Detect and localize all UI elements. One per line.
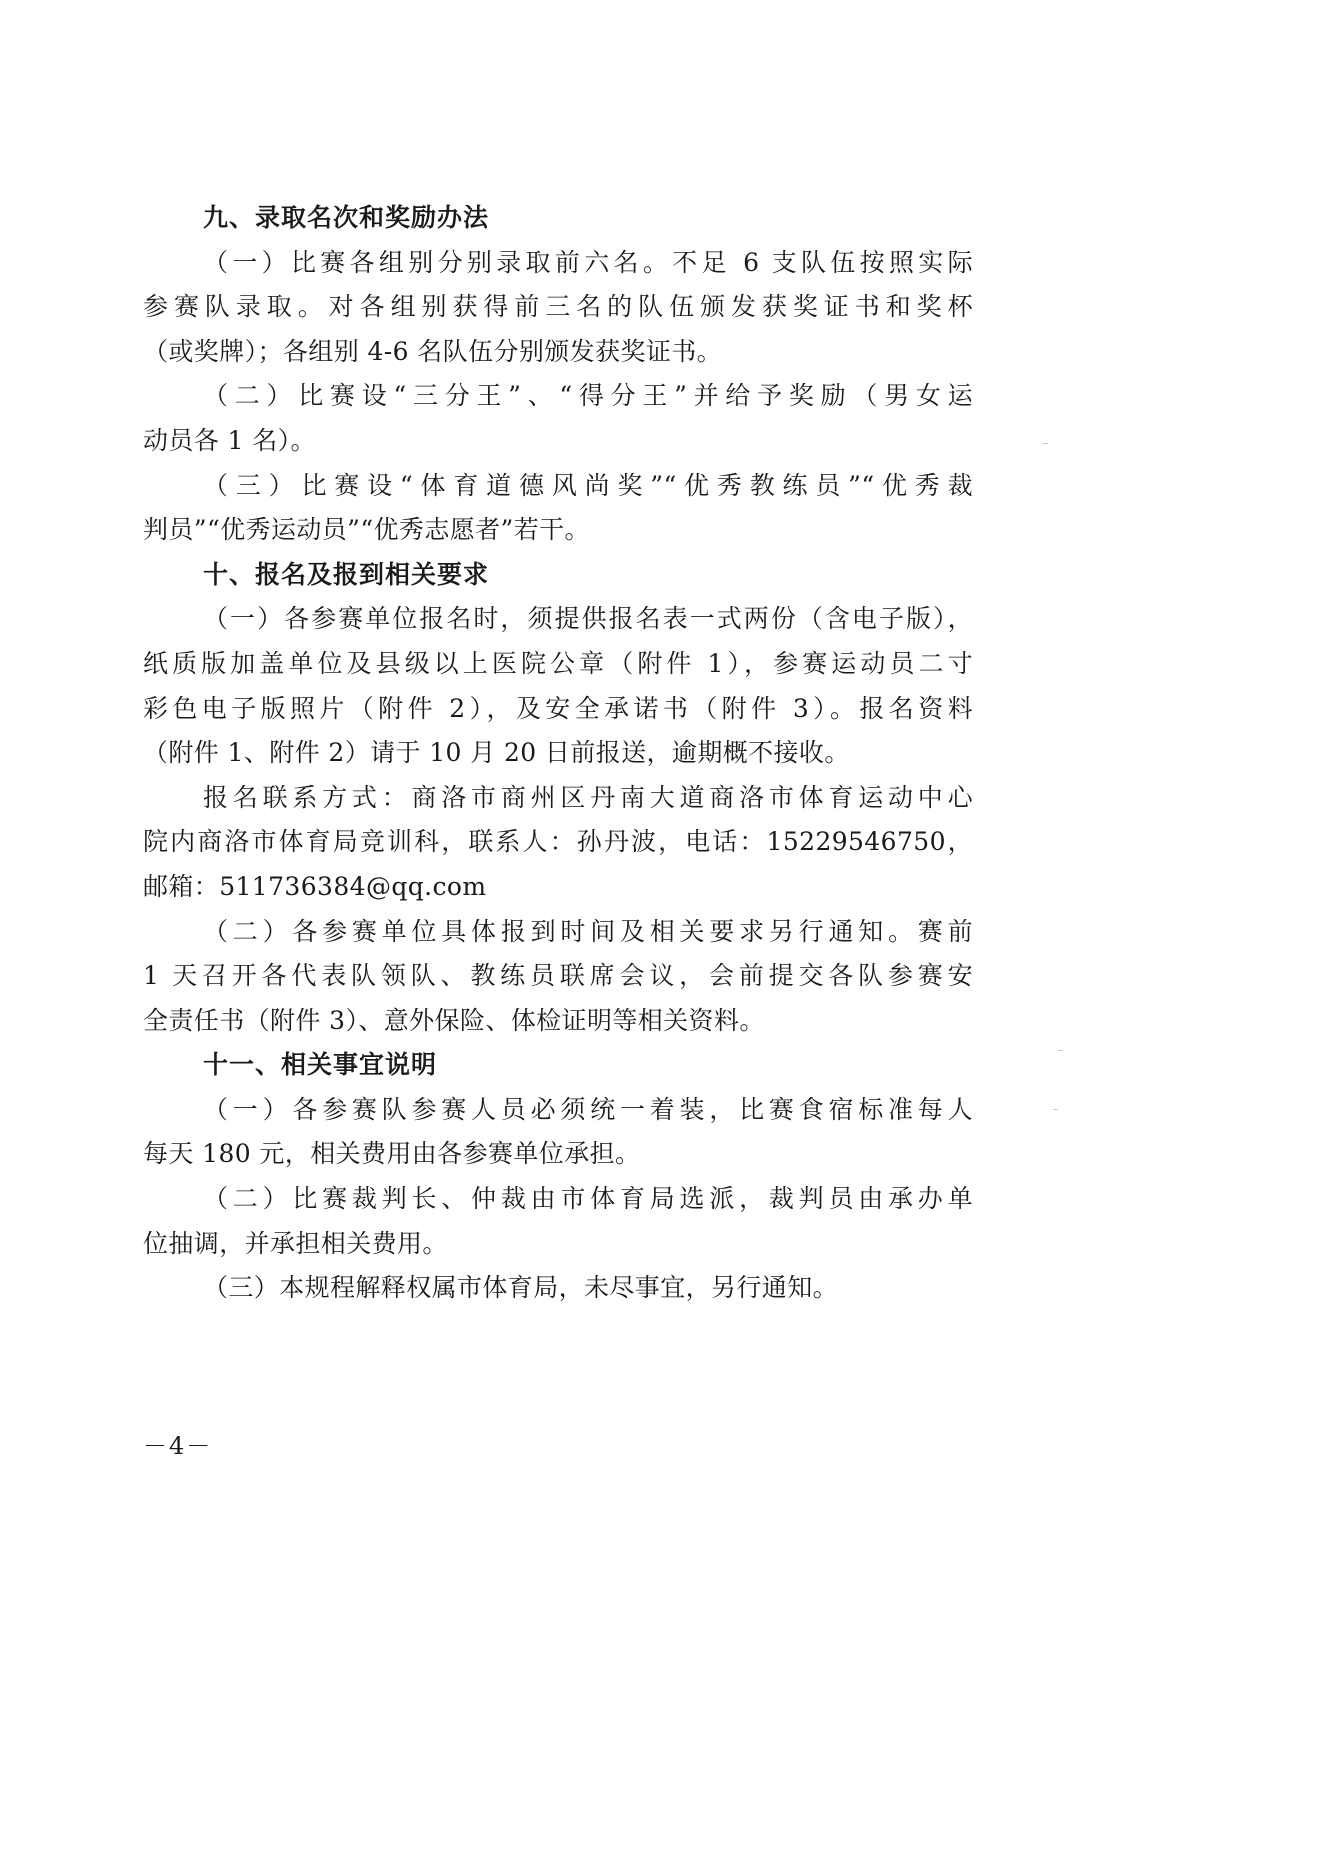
text-line: 全责任书（附件 3）、意外保险、体检证明等相关资料。 [143,1005,765,1035]
paragraph-awards-1 [143,241,973,375]
text-line: 院内商洛市体育局竞训科，联系人：孙丹波，电话：15229546750， [143,827,973,857]
section-heading-ten: 十、报名及报到相关要求 [203,559,490,589]
text-line: 动员各 1 名）。 [143,425,316,455]
paragraph-awards-3 [143,464,973,553]
text-line: （二）各参赛单位具体报到时间及相关要求另行通知。赛前 [203,916,973,946]
text-line: （三）本规程解释权属市体育局，未尽事宜，另行通知。 [203,1273,839,1303]
paragraph-contact [143,776,973,910]
text-line: 报名联系方式：商洛市商州区丹南大道商洛市体育运动中心 [203,782,973,812]
paragraph-awards-2 [143,374,973,463]
text-line: 彩色电子版照片（附件 2），及安全承诺书（附件 3）。报名资料 [143,693,973,723]
text-line: （三）比赛设“体育道德风尚奖”“优秀教练员”“优秀裁 [203,470,973,500]
text-line: （附件 1、附件 2）请于 10 月 20 日前报送，逾期概不接收。 [143,738,850,768]
text-line: （一）各参赛队参赛人员必须统一着装，比赛食宿标准每人 [203,1094,973,1124]
paragraph-registration-2 [143,910,973,1044]
text-line: 1 天召开各代表队领队、教练员联席会议，会前提交各队参赛安 [143,961,973,991]
text-line: 每天 180 元，相关费用由各参赛单位承担。 [143,1139,641,1169]
scan-mark [1043,443,1048,444]
page-number: －4－ [143,1432,213,1460]
section-heading-nine: 九、录取名次和奖励办法 [203,203,490,232]
scan-mark [1053,1109,1058,1110]
text-line: 纸质版加盖单位及县级以上医院公章（附件 1），参赛运动员二寸 [143,648,973,678]
text-line: 位抽调，并承担相关费用。 [143,1228,448,1258]
document-body [143,196,973,1311]
text-line: 参赛队录取。对各组别获得前三名的队伍颁发获奖证书和奖杯 [143,292,973,322]
text-line: 邮箱：511736384@qq.com [143,871,487,901]
section-heading-eleven: 十一、相关事宜说明 [203,1050,438,1080]
paragraph-matters-3 [143,1266,973,1311]
text-line: （二）比赛裁判长、仲裁由市体育局选派，裁判员由承办单 [203,1184,973,1214]
text-line: （二）比赛设“三分王”、“得分王”并给予奖励（男女运 [203,381,973,411]
paragraph-matters-2 [143,1177,973,1266]
text-line: （或奖牌）；各组别 4-6 名队伍分别颁发获奖证书。 [143,336,723,366]
text-line: 判员”“优秀运动员”“优秀志愿者”若干。 [143,515,590,545]
text-line: （一）各参赛单位报名时，须提供报名表一式两份（含电子版）， [203,604,973,634]
paragraph-matters-1 [143,1088,973,1177]
paragraph-registration-1 [143,597,973,775]
scan-mark [1058,1050,1063,1051]
text-line: （一）比赛各组别分别录取前六名。不足 6 支队伍按照实际 [203,247,973,277]
